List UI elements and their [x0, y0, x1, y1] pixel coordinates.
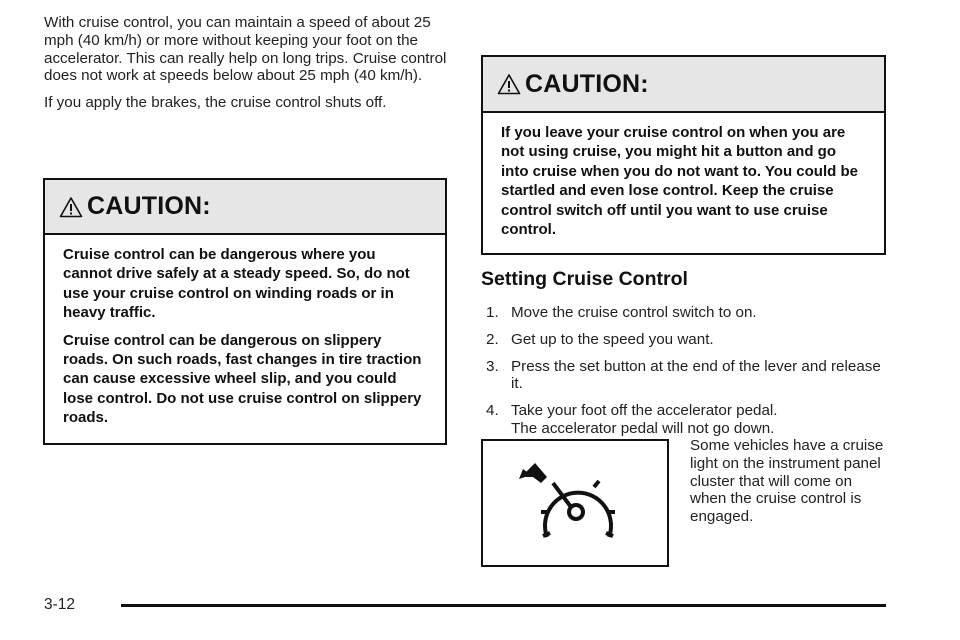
warning-triangle-icon [497, 73, 521, 95]
caution-header [483, 57, 884, 113]
step-subtext: The accelerator pedal will not go down. [511, 419, 775, 437]
caution-header [45, 180, 445, 235]
list-item [486, 358, 886, 394]
step-text: Take your foot off the accelerator pedal. [511, 402, 778, 420]
step-text-group [511, 402, 886, 438]
caution-body [45, 235, 445, 428]
cruise-control-icon [483, 441, 667, 565]
step-number: 2. [486, 330, 499, 348]
page-number: 3-12 [44, 596, 76, 613]
list-item [486, 402, 886, 438]
caution-paragraph: If you leave your cruise control on when you are not using cruise, you might hit a button and go into cruise when you do not want to. You could be startled and even lose control. Keep the cruise control switch off until you want to use cruise control. [501, 124, 858, 239]
step-text: Press the set button at the end of the lever and release it. [511, 357, 881, 393]
caution-paragraph: Cruise control can be dangerous where you cannot drive safely at a steady speed. So, do not use your cruise control on winding roads or in heavy traffic. [63, 246, 410, 322]
caution-body [483, 113, 884, 239]
intro-paragraph: With cruise control, you can maintain a speed of about 25 mph (40 km/h) or more without keeping your foot on the accelerator. This can really help on long trips. Cruise control does not work at speeds below about 25 mph (40 km/h). [44, 14, 447, 85]
brakes-note: If you apply the brakes, the cruise control shuts off. [44, 94, 387, 112]
list-item [486, 304, 886, 322]
step-text: Move the cruise control switch to on. [511, 304, 757, 321]
caution-title: CAUTION: [525, 69, 649, 98]
cruise-light-note: Some vehicles have a cruise light on the instrument panel cluster that will come on when the cruise control is engaged. [690, 437, 884, 526]
intro-text [44, 14, 449, 121]
steps-list [486, 304, 886, 447]
step-text: Get up to the speed you want. [511, 330, 714, 348]
step-number: 1. [486, 304, 499, 321]
footer-divider [121, 604, 886, 607]
caution-box-left [43, 178, 447, 445]
caution-box-right [481, 55, 886, 255]
warning-triangle-icon [59, 196, 83, 218]
section-heading: Setting Cruise Control [481, 268, 688, 290]
caution-title: CAUTION: [87, 192, 211, 220]
step-number: 3. [486, 357, 499, 375]
caution-paragraph: Cruise control can be dangerous on slippery roads. On such roads, fast changes in tire traction can cause excessive wheel slip, and you could lose control. Do not use cruise control on slippery roads. [63, 331, 422, 427]
step-number: 4. [486, 402, 499, 420]
cruise-light-illustration [481, 439, 669, 567]
list-item [486, 331, 886, 349]
